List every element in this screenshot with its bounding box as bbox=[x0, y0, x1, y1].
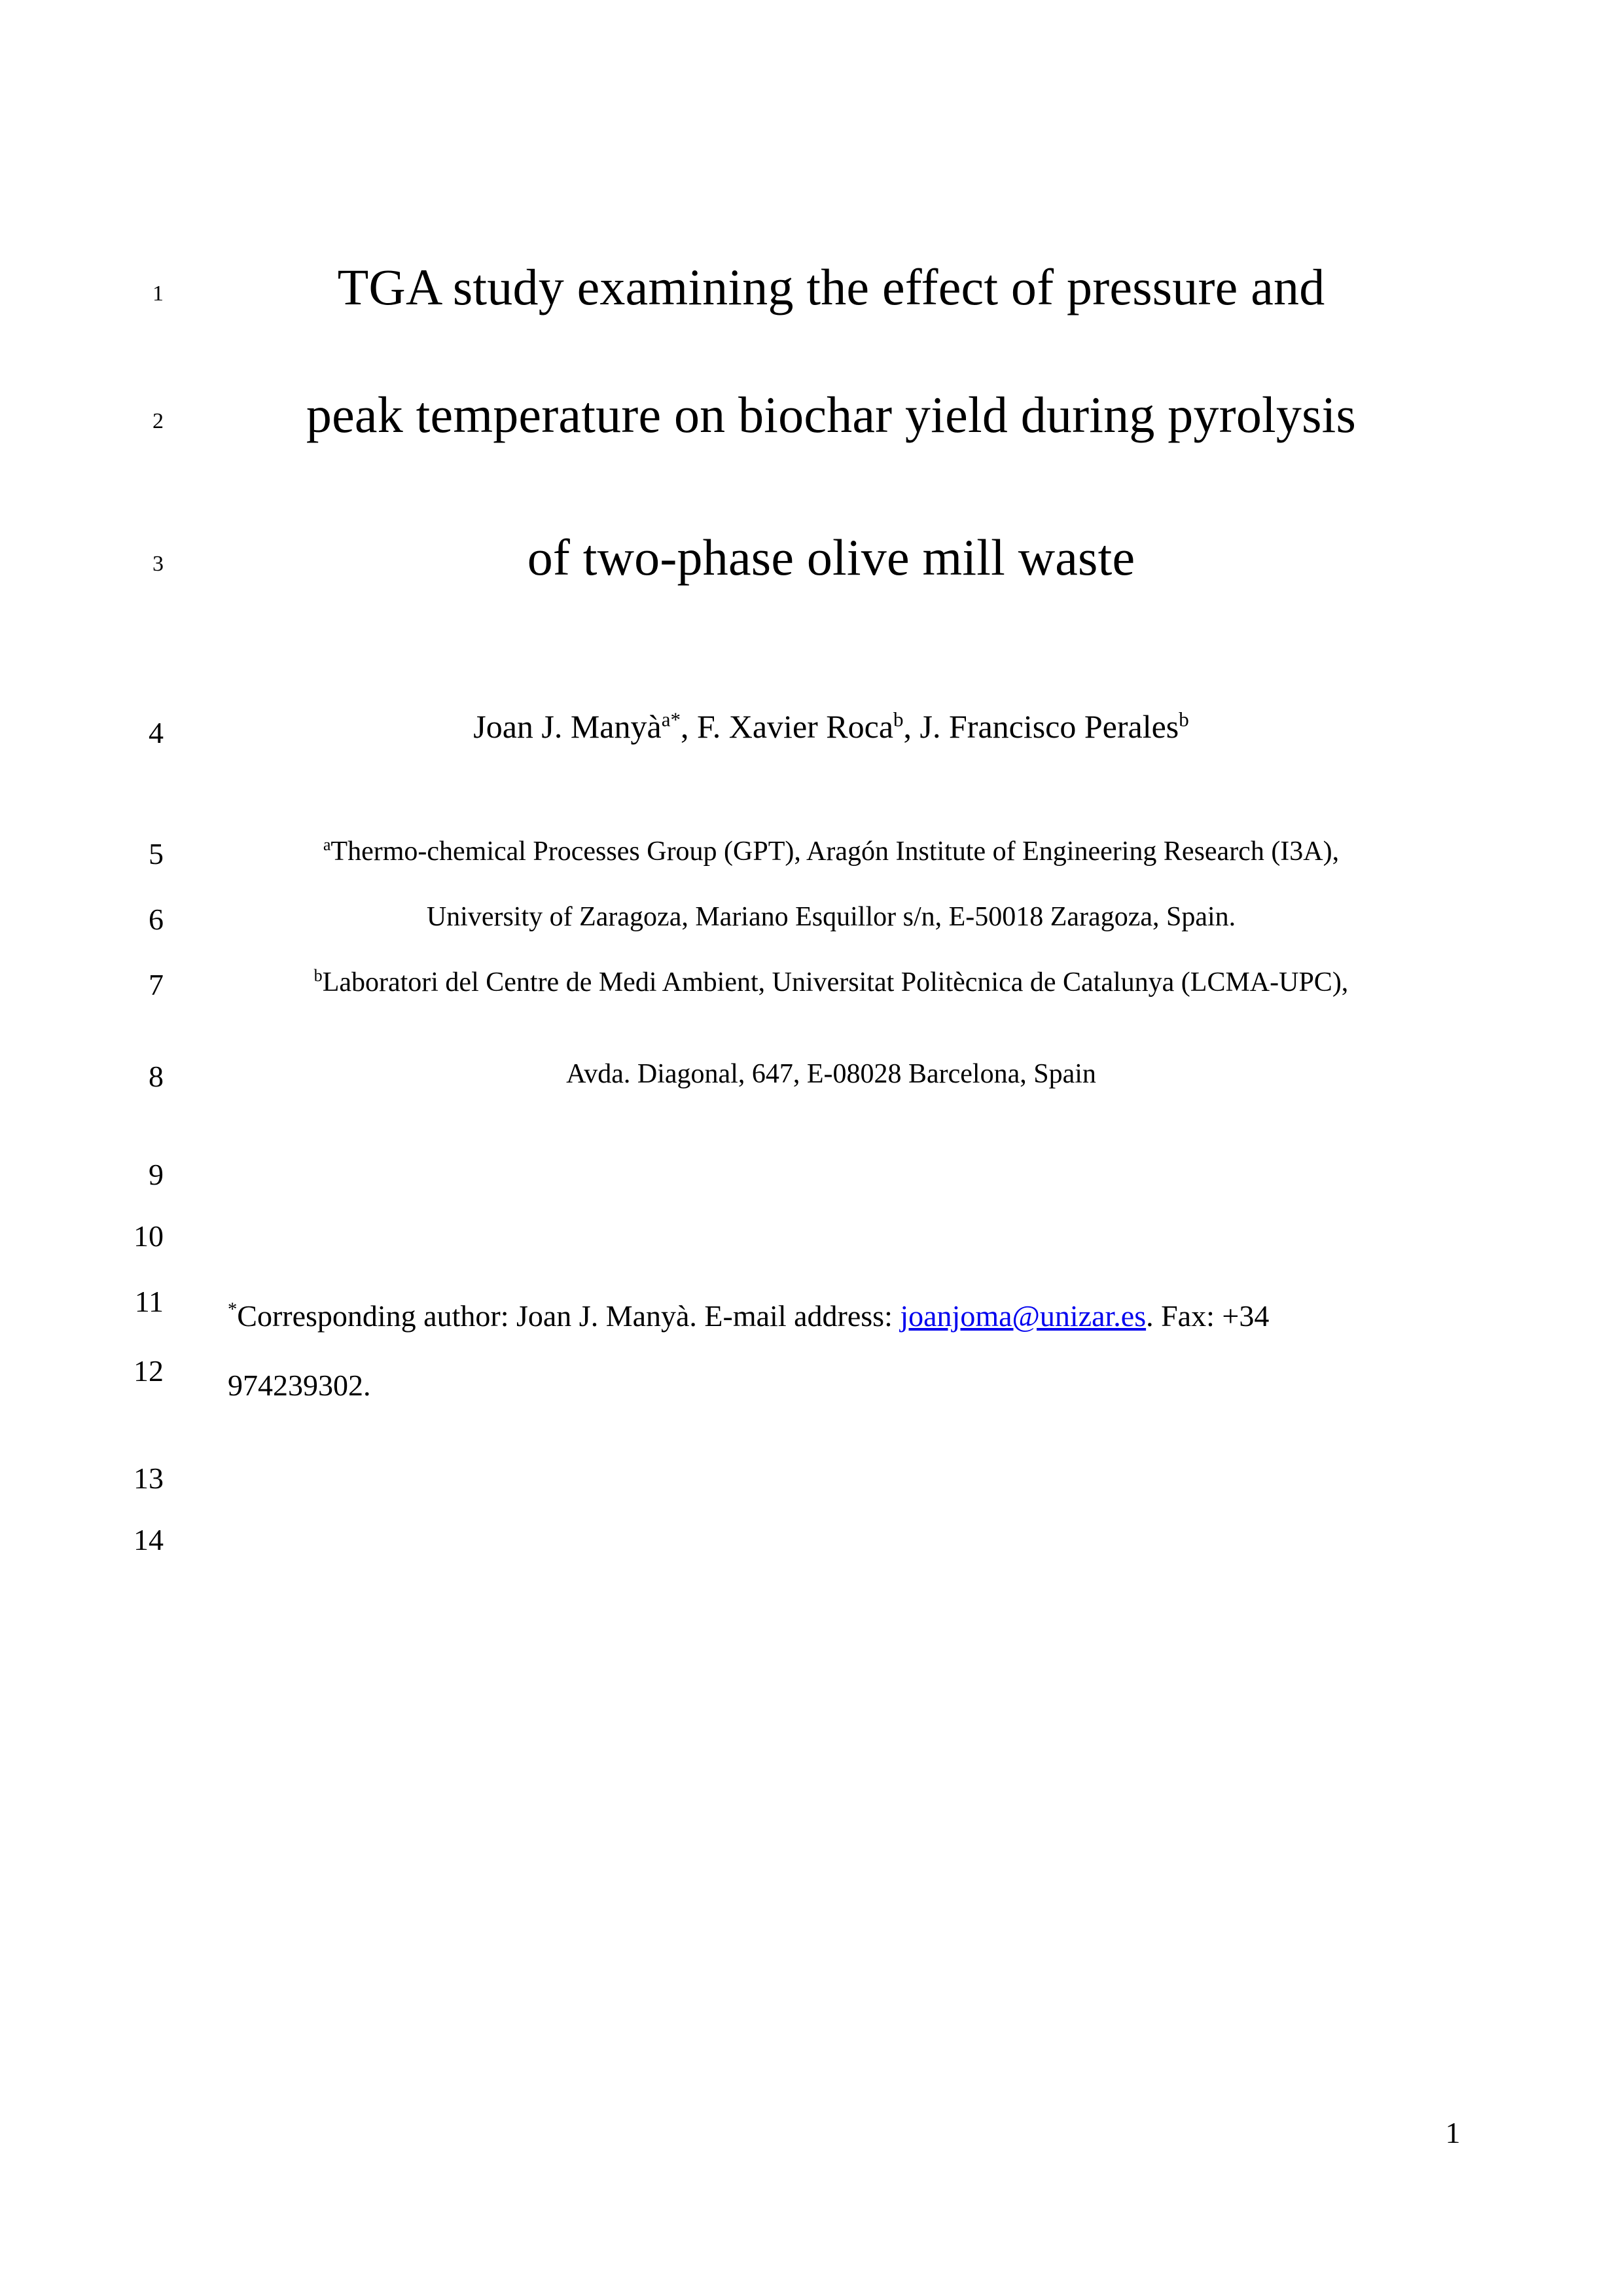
affiliation-b-text-1: Laboratori del Centre de Medi Ambient, Universitat Politècnica de Catalunya (LCMA-UPC), bbox=[322, 967, 1349, 997]
corresponding-author-email-link[interactable]: joanjoma@unizar.es bbox=[900, 1299, 1147, 1333]
corresponding-author-footnote bbox=[228, 1282, 1471, 1420]
affiliation-marker-b: b bbox=[313, 966, 323, 985]
line-number-4: 4 bbox=[149, 716, 164, 749]
title-line-2: peak temperature on biochar yield during pyrolysis bbox=[306, 386, 1357, 443]
footnote-continuation: 974239302. bbox=[228, 1369, 371, 1402]
line-number-11: 11 bbox=[134, 1285, 164, 1318]
line-number-14: 14 bbox=[134, 1523, 164, 1556]
affiliation-a-text-1: Thermo-chemical Processes Group (GPT), Aragón Institute of Engineering Research (I3A), bbox=[330, 836, 1340, 867]
line-number-6: 6 bbox=[149, 903, 164, 936]
footnote-text-after-email: . Fax: +34 bbox=[1146, 1299, 1270, 1333]
title-line-1: TGA study examining the effect of pressure and bbox=[337, 259, 1325, 315]
author-separator-2: , bbox=[903, 708, 920, 745]
author-name-3: J. Francisco Perales bbox=[919, 708, 1179, 745]
author-marker-3: b bbox=[1179, 708, 1189, 731]
line-number-1: 1 bbox=[152, 281, 164, 306]
line-number-8: 8 bbox=[149, 1060, 164, 1093]
affiliation-a-line-1 bbox=[196, 835, 1466, 867]
author-name-2: F. Xavier Roca bbox=[696, 708, 894, 745]
author-name-1: Joan J. Manyà bbox=[473, 708, 662, 745]
line-number-3: 3 bbox=[152, 552, 164, 576]
affiliation-b-line-1 bbox=[196, 966, 1466, 997]
affiliation-a-line-2: University of Zaragoza, Mariano Esquillor s/n, E-50018 Zaragoza, Spain. bbox=[426, 902, 1236, 932]
line-number-12: 12 bbox=[134, 1354, 164, 1388]
line-number-10: 10 bbox=[134, 1219, 164, 1253]
title-line-3: of two-phase olive mill waste bbox=[527, 529, 1135, 586]
affiliation-marker-a: a bbox=[323, 835, 331, 854]
line-number-7: 7 bbox=[149, 968, 164, 1001]
line-number-9: 9 bbox=[149, 1158, 164, 1191]
author-marker-2: b bbox=[893, 708, 904, 731]
line-number-5: 5 bbox=[149, 837, 164, 870]
author-separator-1: , bbox=[680, 708, 697, 745]
author-marker-1: a* bbox=[661, 708, 681, 731]
footnote-text-before-email: Corresponding author: Joan J. Manyà. E-mail address: bbox=[237, 1299, 901, 1333]
footnote-marker-asterisk: * bbox=[228, 1299, 238, 1320]
affiliation-b-line-2: Avda. Diagonal, 647, E-08028 Barcelona, Spain bbox=[566, 1059, 1096, 1089]
page-number: 1 bbox=[1445, 2116, 1461, 2149]
footnote-paragraph bbox=[228, 1282, 1471, 1351]
line-number-2: 2 bbox=[152, 409, 164, 433]
author-line bbox=[196, 710, 1466, 743]
line-number-13: 13 bbox=[134, 1462, 164, 1495]
